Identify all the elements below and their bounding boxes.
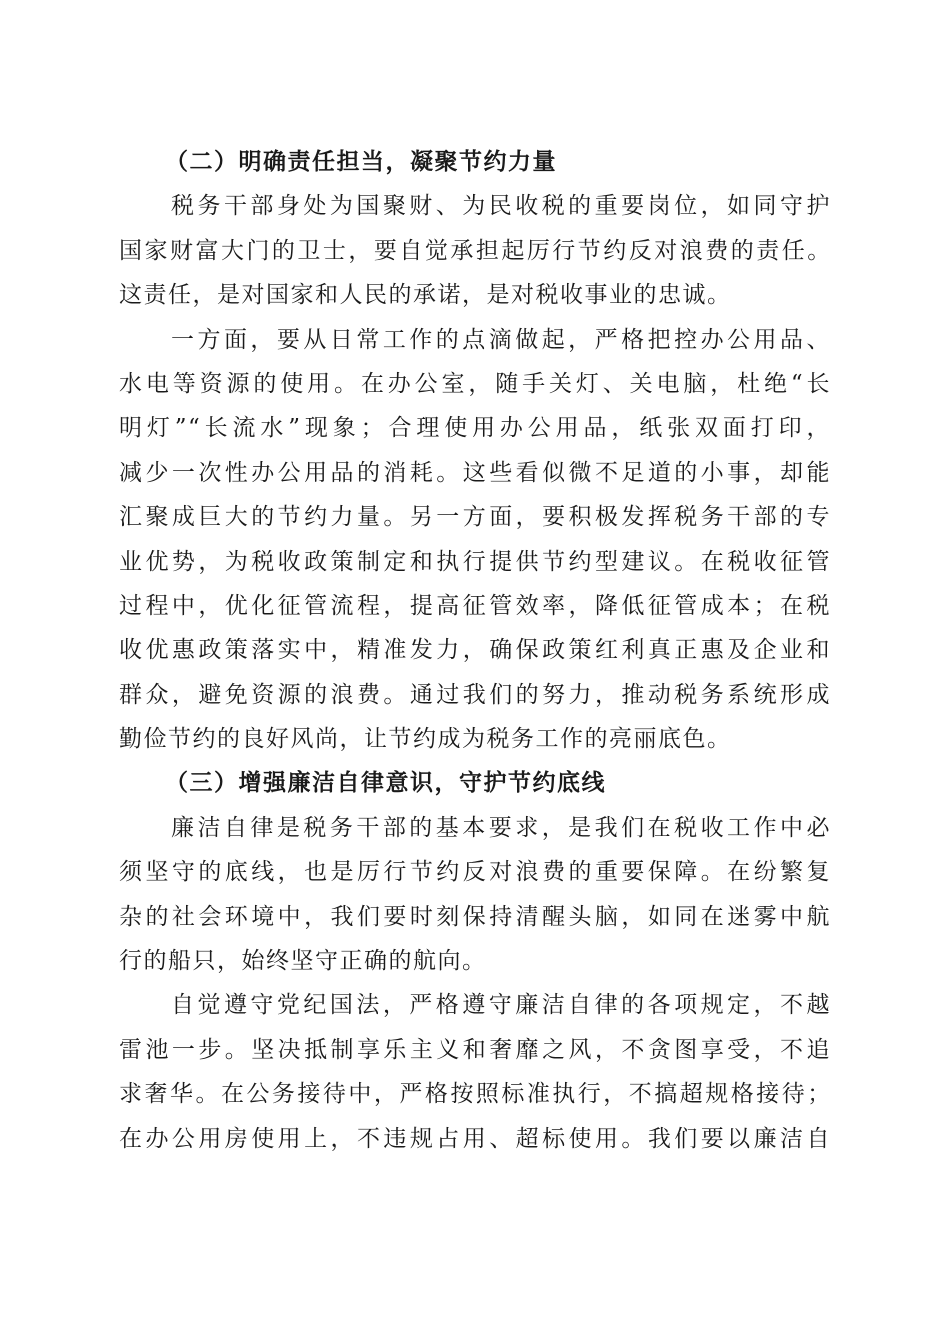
text-line: 税务干部身处为国聚财、为民收税的重要岗位，如同守护 [171, 193, 831, 220]
text-line: 减少一次性办公用品的消耗。这些看似微不足道的小事，却能 [119, 459, 831, 486]
paragraph [119, 983, 831, 1161]
text-line: 行的船只，始终坚守正确的航向。 [119, 948, 487, 975]
text-line: 杂的社会环境中，我们要时刻保持清醒头脑，如同在迷雾中航 [119, 903, 831, 930]
paragraph [119, 806, 831, 984]
section-heading-2: （二）明确责任担当，凝聚节约力量 [165, 148, 557, 175]
text-line: 在办公用房使用上，不违规占用、超标使用。我们要以廉洁自 [119, 1125, 831, 1152]
text-line: 一方面，要从日常工作的点滴做起，严格把控办公用品、 [171, 326, 831, 353]
text-line: 过程中，优化征管流程，提高征管效率，降低征管成本；在税 [119, 592, 831, 619]
text-line: 这责任，是对国家和人民的承诺，是对税收事业的忠诚。 [119, 282, 732, 309]
text-line: 自觉遵守党纪国法，严格遵守廉洁自律的各项规定，不越 [171, 992, 831, 1019]
text-line: 明灯”“长流水”现象；合理使用办公用品，纸张双面打印， [119, 415, 831, 442]
text-line: 勤俭节约的良好风尚，让节约成为税务工作的亮丽底色。 [119, 726, 732, 753]
text-line: 群众，避免资源的浪费。通过我们的努力，推动税务系统形成 [119, 681, 831, 708]
text-line: 水电等资源的使用。在办公室，随手关灯、关电脑，杜绝“长 [119, 370, 831, 397]
text-line: 汇聚成巨大的节约力量。另一方面，要积极发挥税务干部的专 [119, 504, 831, 531]
paragraph [119, 318, 831, 762]
text-line: 求奢华。在公务接待中，严格按照标准执行，不搞超规格接待； [119, 1081, 831, 1108]
text-line: 国家财富大门的卫士，要自觉承担起厉行节约反对浪费的责任。 [119, 237, 831, 264]
text-line: 业优势，为税收政策制定和执行提供节约型建议。在税收征管 [119, 548, 831, 575]
section-heading-3: （三）增强廉洁自律意识，守护节约底线 [165, 769, 606, 797]
document-body [119, 140, 831, 1161]
paragraph [119, 184, 831, 317]
text-line: 雷池一步。坚决抵制享乐主义和奢靡之风，不贪图享受，不追 [119, 1036, 831, 1063]
text-line: 收优惠政策落实中，精准发力，确保政策红利真正惠及企业和 [119, 637, 831, 664]
text-line: 廉洁自律是税务干部的基本要求，是我们在税收工作中必 [171, 814, 831, 841]
text-line: 须坚守的底线，也是厉行节约反对浪费的重要保障。在纷繁复 [119, 859, 831, 886]
